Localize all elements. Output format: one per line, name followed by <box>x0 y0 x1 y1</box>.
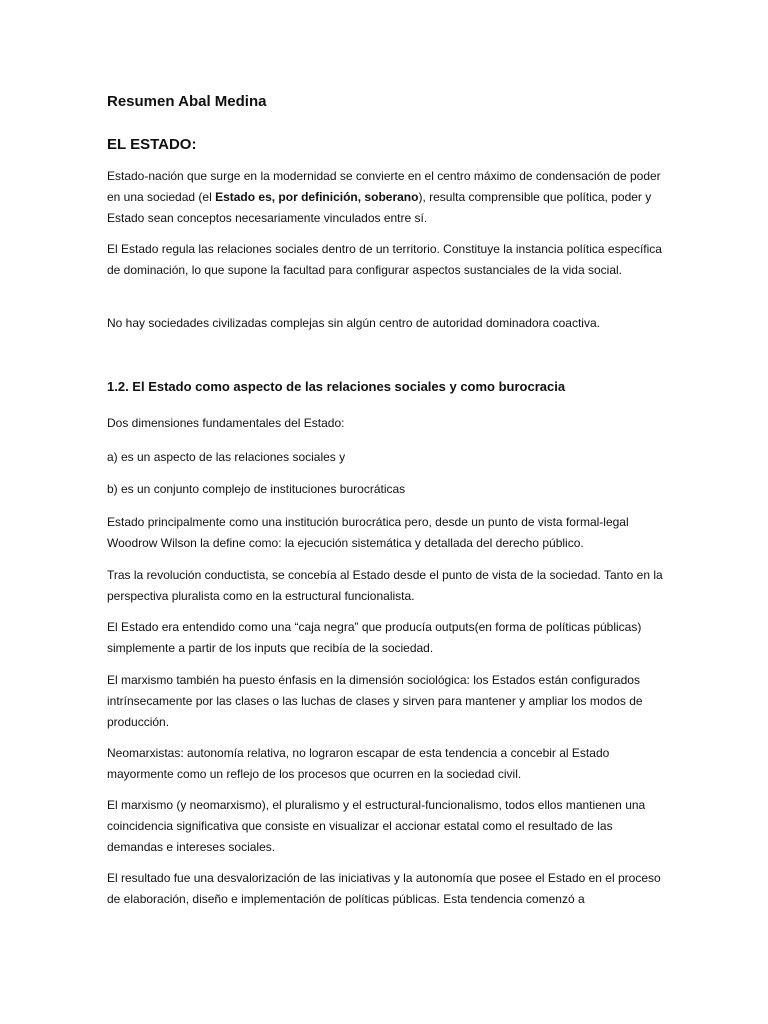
section-heading-el-estado: EL ESTADO: <box>107 136 197 153</box>
paragraph-estado-regula: El Estado regula las relaciones sociales dentro de un territorio. Constituye la instancia política específica de dominación, lo que supone la facultad para configurar aspectos sustanciales de la vida social. <box>107 242 662 277</box>
paragraph-conductista: Tras la revolución conductista, se concebía al Estado desde el punto de vista de la sociedad. Tanto en la perspectiva pluralista como en la estructural funcionalista. <box>107 568 663 603</box>
paragraph-marxismo: El marxismo también ha puesto énfasis en la dimensión sociológica: los Estados están configurados intrínsecamente por las clases o las luchas de clases y sirven para mantener y ampliar los modos de producción. <box>107 673 643 729</box>
paragraph-text: ), resulta comprensible que política, poder y Estado sean conceptos necesariamente vinculados entre sí. <box>107 190 652 225</box>
sub-heading-1-2: 1.2. El Estado como aspecto de las relaciones sociales y como burocracia <box>107 379 566 394</box>
paragraph-text: Estado-nación que surge en la modernidad se convierte en el centro máximo de condensación de poder en una sociedad (el <box>107 169 661 204</box>
paragraph-neomarxistas: Neomarxistas: autonomía relativa, no lograron escapar de esta tendencia a concebir al Estado mayormente como un reflejo de los procesos que ocurren en la sociedad civil. <box>107 746 610 781</box>
paragraph-sociedades-civilizadas: No hay sociedades civilizadas complejas sin algún centro de autoridad dominadora coactiva. <box>107 316 600 330</box>
paragraph-wilson: Estado principalmente como una institución burocrática pero, desde un punto de vista formal-legal Woodrow Wilson la define como: la ejecución sistemática y detallada del derecho público. <box>107 515 629 550</box>
paragraph-estado-nacion <box>107 166 663 229</box>
paragraph-dos-dimensiones: Dos dimensiones fundamentales del Estado: <box>107 416 345 430</box>
paragraph-desvalorizacion: El resultado fue una desvalorización de las iniciativas y la autonomía que posee el Estado en el proceso de elaboración, diseño e implementación de políticas públicas. Esta tendencia comenzó a <box>107 871 661 906</box>
paragraph-coincidencia: El marxismo (y neomarxismo), el pluralismo y el estructural-funcionalismo, todos ellos mantienen una coincidencia significativa que consiste en visualizar el accionar estatal como el resultado de las demandas e intereses sociales. <box>107 798 646 854</box>
list-item-a: a) es un aspecto de las relaciones sociales y <box>107 450 346 464</box>
document-title: Resumen Abal Medina <box>107 93 267 110</box>
paragraph-caja-negra: El Estado era entendido como una “caja negra” que producía outputs(en forma de políticas públicas) simplemente a partir de los inputs que recibía de la sociedad. <box>107 620 642 655</box>
list-item-b: b) es un conjunto complejo de instituciones burocráticas <box>107 482 406 496</box>
bold-phrase: Estado es, por definición, soberano <box>215 190 419 204</box>
